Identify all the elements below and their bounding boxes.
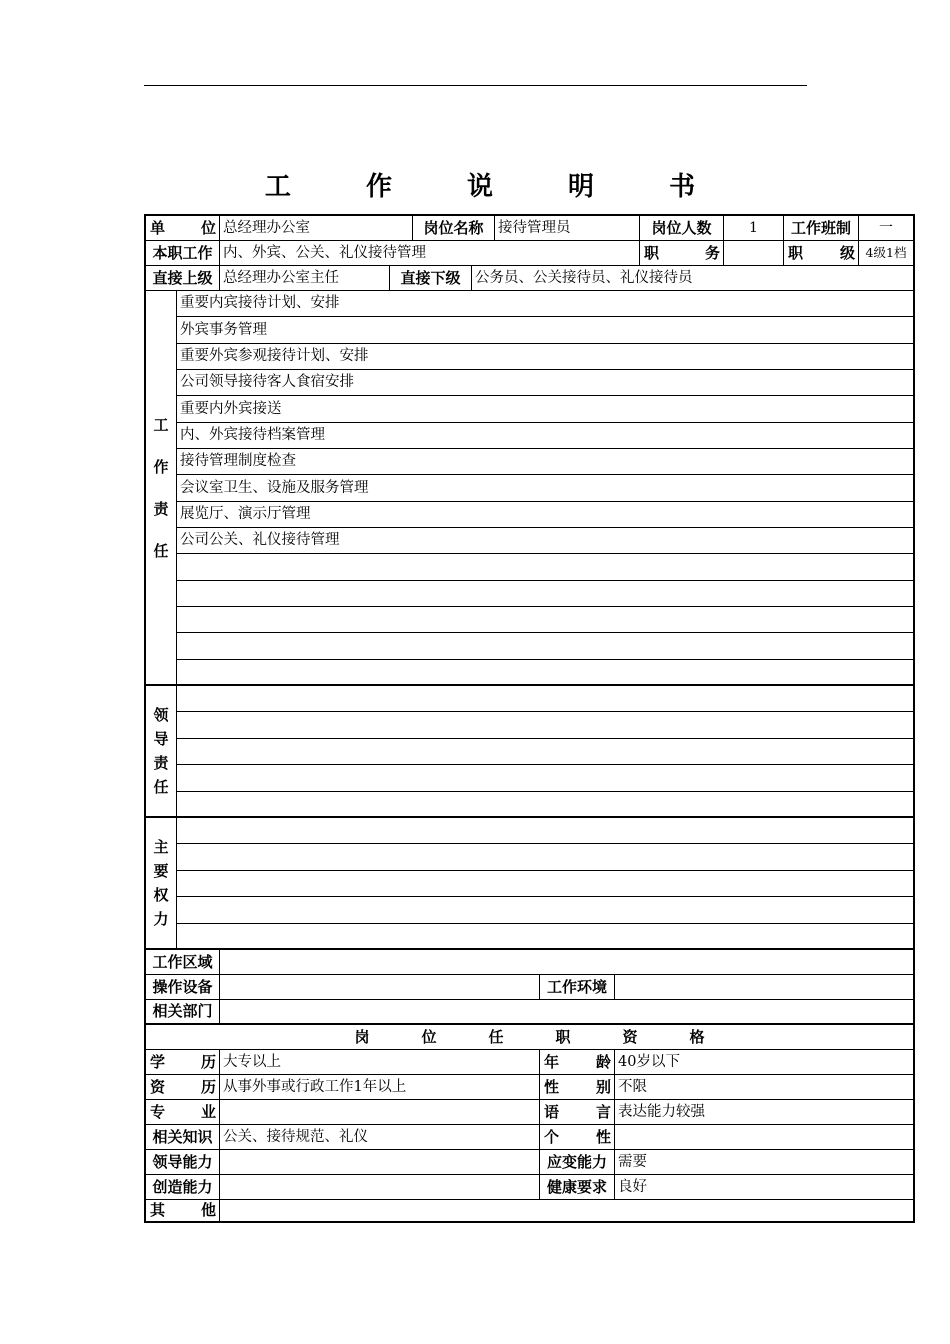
responsibility-row (177, 554, 913, 580)
power-row (177, 844, 913, 870)
label-part: 专 (150, 1102, 166, 1121)
leadership-label: 领 导 责 任 (146, 686, 177, 818)
job-description-form (144, 214, 915, 1223)
header-rule (144, 85, 807, 86)
leadership-row (177, 712, 913, 738)
qualification-label (146, 1100, 220, 1125)
label-part: 龄 (595, 1052, 611, 1071)
label-part: 性 (595, 1127, 611, 1146)
qualification-value: 公关、接待规范、礼仪 (220, 1125, 540, 1150)
grade-label: 职 级 (784, 241, 859, 266)
responsibilities-label: 工 作 责 任 (146, 291, 177, 686)
shift-value: 一 (859, 216, 913, 241)
leadership-row (177, 765, 913, 791)
superior-value: 总经理办公室主任 (220, 266, 390, 291)
label-part: 业 (200, 1102, 216, 1121)
powers-label: 主 要 权 力 (146, 818, 177, 950)
label-part: 个 (544, 1127, 560, 1146)
post-name-value: 接待管理员 (495, 216, 640, 241)
unit-label: 单 位 (146, 216, 220, 241)
unit-value: 总经理办公室 (220, 216, 413, 241)
label-part: 健康要求 (546, 1177, 607, 1196)
power-row (177, 924, 913, 950)
qualification-value: 需要 (615, 1150, 913, 1175)
position-label: 职 务 (640, 241, 724, 266)
label-part: 性 (544, 1077, 560, 1096)
label-part: 领导能力 (152, 1152, 213, 1171)
label-part: 历 (200, 1052, 216, 1071)
subordinate-value: 公务员、公关接待员、礼仪接待员 (472, 266, 913, 291)
subordinate-label: 直接下级 (390, 266, 472, 291)
shift-label: 工作班制 (784, 216, 859, 241)
qualification-label (146, 1050, 220, 1075)
qualification-value (220, 1100, 540, 1125)
qualification-label (146, 1150, 220, 1175)
work-area-label: 工作区域 (146, 950, 220, 975)
responsibility-row (177, 660, 913, 686)
qualification-value (615, 1125, 913, 1150)
duty-value: 内、外宾、公关、礼仪接待管理 (220, 241, 640, 266)
label-part: 应变能力 (546, 1152, 607, 1171)
qualification-label (540, 1175, 615, 1200)
qualification-label (540, 1100, 615, 1125)
label-part: 言 (595, 1102, 611, 1121)
qualification-value (220, 1150, 540, 1175)
responsibility-row: 内、外宾接待档案管理 (177, 423, 913, 449)
responsibility-row: 公司领导接待客人食宿安排 (177, 370, 913, 396)
responsibility-row (177, 633, 913, 659)
qualification-label (146, 1075, 220, 1100)
headcount-label: 岗位人数 (640, 216, 724, 241)
responsibility-row: 展览厅、演示厅管理 (177, 502, 913, 528)
departments-label: 相关部门 (146, 1000, 220, 1025)
label-part: 学 (150, 1052, 166, 1071)
post-name-label: 岗位名称 (413, 216, 495, 241)
qualification-value: 从事外事或行政工作1年以上 (220, 1075, 540, 1100)
label-part: 相关知识 (152, 1127, 213, 1146)
qualification-label (540, 1150, 615, 1175)
headcount-value: 1 (724, 216, 784, 241)
qualification-value: 表达能力较强 (615, 1100, 913, 1125)
grade-value: 4级1档 (859, 241, 913, 266)
responsibility-row: 重要内外宾接送 (177, 396, 913, 422)
label-part: 年 (544, 1052, 560, 1071)
departments-value (220, 1000, 913, 1025)
label-part: 创造能力 (152, 1177, 213, 1196)
position-value (724, 241, 784, 266)
qualification-value: 大专以上 (220, 1050, 540, 1075)
label-part: 历 (200, 1077, 216, 1096)
qualification-label (540, 1125, 615, 1150)
qualification-value (220, 1175, 540, 1200)
leadership-row (177, 686, 913, 712)
qualification-value: 40岁以下 (615, 1050, 913, 1075)
duty-label: 本职工作 (146, 241, 220, 266)
responsibility-row: 重要外宾参观接待计划、安排 (177, 344, 913, 370)
responsibility-row: 公司公关、礼仪接待管理 (177, 528, 913, 554)
equipment-value (220, 975, 540, 1000)
label-part: 语 (544, 1102, 560, 1121)
qualification-label (540, 1050, 615, 1075)
responsibility-row: 会议室卫生、设施及服务管理 (177, 475, 913, 501)
responsibility-row: 接待管理制度检查 (177, 449, 913, 475)
qualification-label (540, 1075, 615, 1100)
qualification-value: 不限 (615, 1075, 913, 1100)
power-row (177, 897, 913, 923)
qualification-label (146, 1175, 220, 1200)
work-area-value (220, 950, 913, 975)
power-row (177, 871, 913, 897)
document-title: 工 作 说 明 书 (264, 172, 729, 202)
environment-value (615, 975, 913, 1000)
leadership-row (177, 792, 913, 818)
power-row (177, 818, 913, 844)
other-label: 其 他 (146, 1200, 220, 1221)
responsibility-row (177, 607, 913, 633)
leadership-row (177, 739, 913, 765)
other-value (220, 1200, 913, 1221)
superior-label: 直接上级 (146, 266, 220, 291)
label-part: 资 (150, 1077, 166, 1096)
responsibility-row (177, 581, 913, 607)
equipment-label: 操作设备 (146, 975, 220, 1000)
qualifications-heading: 岗 位 任 职 资 格 (146, 1025, 913, 1050)
responsibility-row: 重要内宾接待计划、安排 (177, 291, 913, 317)
label-part: 别 (595, 1077, 611, 1096)
qualification-value: 良好 (615, 1175, 913, 1200)
responsibility-row: 外宾事务管理 (177, 317, 913, 343)
environment-label: 工作环境 (540, 975, 615, 1000)
qualification-label (146, 1125, 220, 1150)
